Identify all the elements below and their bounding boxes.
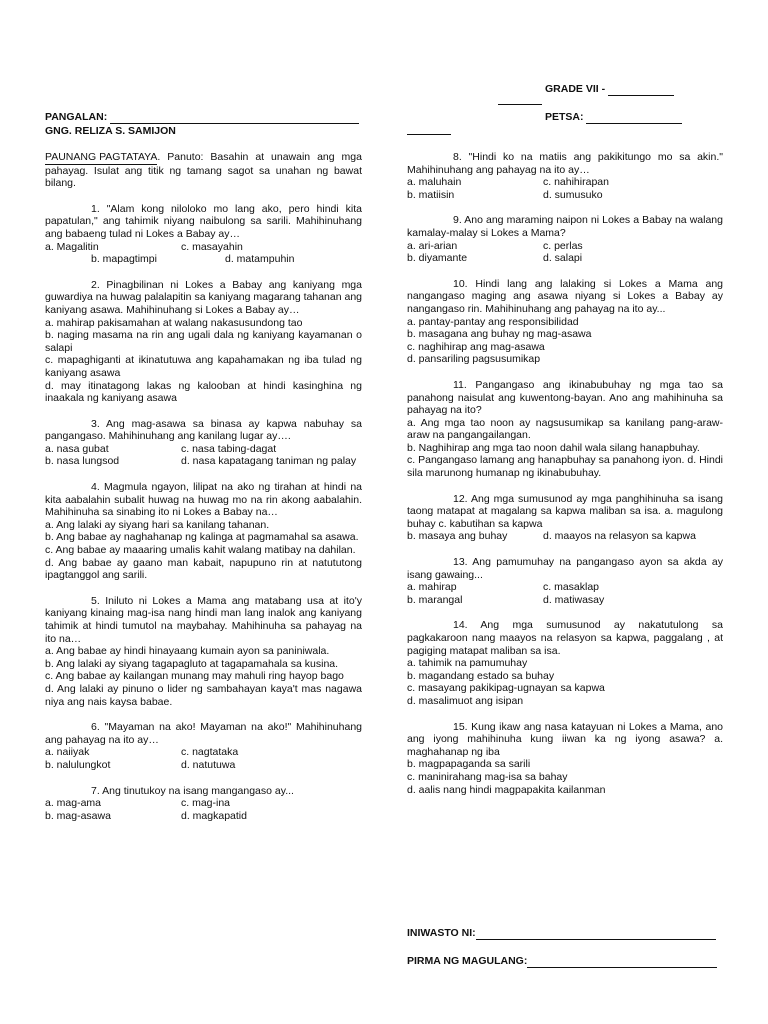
- stem-text: 6. "Mayaman na ako! Mayaman na ako!" Mahihinuhang ang pahayag na ito ay…: [45, 721, 362, 746]
- grade-blank[interactable]: [608, 95, 674, 96]
- left-column: [45, 151, 362, 835]
- option-a: a. tahimik na pamumuhay: [407, 657, 528, 670]
- question-5: [45, 595, 362, 708]
- grade-label: [545, 83, 674, 96]
- question-10: [407, 278, 723, 366]
- options: [45, 645, 362, 708]
- option-a: a. Magalitin: [45, 240, 99, 253]
- petsa-field[interactable]: [586, 123, 682, 124]
- option-b: b. nalulungkot: [45, 758, 111, 771]
- option-d: d. nasa kapatagang taniman ng palay: [181, 455, 357, 468]
- option-c: c. masayang pakikipag-ugnayan sa kapwa: [407, 682, 605, 695]
- stem-text: 14. Ang mga sumusunod ay nakatutulong sa pagkakaroon nang maayos na relasyon sa kapwa, paggalang , at pagiging matapat maliban sa isa.: [407, 619, 723, 657]
- options: [45, 241, 362, 266]
- pirma-row: [407, 955, 717, 968]
- option-b: b. magpapaganda sa sarili: [407, 758, 531, 771]
- option-a: a. Ang mga tao noon ay nagsusumikap sa kanilang pang-araw-araw na pangangailangan.: [407, 416, 723, 442]
- question-stem: [407, 619, 723, 657]
- question-stem: [45, 595, 362, 645]
- question-11: [407, 379, 723, 480]
- name-row: [45, 111, 359, 124]
- iniwasto-label: INIWASTO NI:: [407, 927, 476, 939]
- question-9: [407, 214, 723, 264]
- option-a: a. naiiyak: [45, 746, 90, 759]
- option-d: d. masalimuot ang isipan: [407, 694, 524, 707]
- pirma-field[interactable]: [527, 967, 717, 968]
- options: [407, 530, 723, 543]
- option-a: a. mag-ama: [45, 797, 102, 810]
- option-b: b. marangal: [407, 593, 463, 606]
- question-1: [45, 203, 362, 266]
- option-c: c. masayahin: [181, 240, 243, 253]
- option-b: b. matiisin: [407, 188, 455, 201]
- option-b: b. diyamante: [407, 252, 468, 265]
- question-2: [45, 279, 362, 405]
- stem-text: 9. Ano ang maraming naipon ni Lokes a Babay na walang kamalay-malay si Lokes a Mama?: [407, 214, 723, 239]
- option-c: c. nahihirapan: [543, 176, 609, 189]
- option-c: c. nasa tabing-dagat: [181, 442, 277, 455]
- petsa-row: [545, 111, 682, 124]
- question-stem: [45, 481, 362, 519]
- option-a: a. mahirap pakisamahan at walang nakasusundong tao: [45, 316, 303, 329]
- question-stem: [45, 279, 362, 317]
- instructions-text: . Panuto: Basahin at unawain ang mga pahayag. Isulat ang titik ng tamang sagot sa unahan ng bawat bilang.: [45, 151, 362, 190]
- option-b: b. nasa lungsod: [45, 455, 120, 468]
- option-c: c. Ang babae ay kailangan munang may mahuli ring hayop bago: [45, 670, 344, 683]
- grade-blank-line-2: [498, 104, 542, 105]
- question-stem: [45, 785, 362, 798]
- stem-text: 13. Ang pamumuhay na pangangaso ayon sa akda ay isang gawaing...: [407, 556, 723, 581]
- question-stem: [407, 379, 723, 417]
- question-list-left: [45, 203, 362, 823]
- option-b: b. Ang babae ay naghahanap ng kalinga at pagmamahal sa asawa.: [45, 531, 359, 544]
- options: [45, 317, 362, 405]
- option-d: d. sumusuko: [543, 188, 603, 201]
- options: [407, 176, 723, 201]
- name-field[interactable]: [110, 123, 359, 124]
- option-d: d. may itinatagong lakas ng kalooban at hindi kasinghina ng inaakala ng kaniyang asawa: [45, 379, 362, 405]
- option-a: a. mahirap: [407, 581, 457, 594]
- option-a: a. Ang lalaki ay siyang hari sa kanilang tahanan.: [45, 518, 270, 531]
- option-c: c. mapaghiganti at ikinatutuwa ang kapahamakan ng iba tulad ng kaniyang asawa: [45, 354, 362, 379]
- petsa-label: PETSA:: [545, 111, 584, 123]
- question-7: [45, 785, 362, 823]
- stem-text: 8. "Hindi ko na matiis ang pakikitungo mo sa akin." Mahihinuhang ang pahayag na ito ay…: [407, 151, 723, 176]
- option-d: d. magkapatid: [181, 809, 247, 822]
- question-stem: [407, 151, 723, 176]
- question-stem: [407, 721, 723, 759]
- option-d: d. Ang lalaki ay pinuno o lider ng sambahayan kaya't mas nagawa niya ang nais kaysa babae.: [45, 682, 362, 708]
- question-stem: [407, 214, 723, 239]
- instructions-title: PAUNANG PAGTATAYA: [45, 151, 158, 163]
- option-b: b. Naghihirap ang mga tao noon dahil wala silang hanapbuhay.: [407, 441, 700, 454]
- question-13: [407, 556, 723, 606]
- stem-text: 10. Hindi lang ang lalaking si Lokes a Mama ang nangangaso maging ang asawa niyang si Lokes a Babay ay nangangaso rin. Mahihinuhang ang pahayag na ito ay...: [407, 277, 723, 315]
- option-d: d. pansariling pagsusumikap: [407, 353, 541, 366]
- option-c: c. Pangangaso lamang ang hanapbuhay sa panahong iyon. d. Hindi sila marunong humanap ng ikinabubuhay.: [407, 454, 723, 480]
- question-list-right: [407, 151, 723, 796]
- question-stem: [407, 493, 723, 531]
- iniwasto-field[interactable]: [476, 939, 716, 940]
- stem-text: 2. Pinagbilinan ni Lokes a Babay ang kaniyang mga guwardiya na huwag palalapitin sa kaniyang magarang tahanan ang kaniyang asawa. Mahihinuhang si Lokes a Babay ay…: [45, 278, 362, 316]
- option-d: d. aalis nang hindi magpapakita kailanman: [407, 783, 606, 796]
- options: [45, 519, 362, 582]
- question-stem: [45, 203, 362, 241]
- question-14: [407, 619, 723, 707]
- option-b: b. Ang lalaki ay siyang tagapagluto at tagapamahala sa kusina.: [45, 657, 339, 670]
- question-stem: [45, 418, 362, 443]
- stem-text: 5. Iniluto ni Lokes a Mama ang matabang usa at ito'y kaniyang kinaing mag-isa nang hindi man lang inalok ang kaniyang tahimik at hindi tumutol na maybahay. Mahihinuha sa pahayag na ito na…: [45, 594, 362, 645]
- question-stem: [407, 556, 723, 581]
- option-b: b. masagana ang buhay ng mag-asawa: [407, 328, 592, 341]
- question-stem: [407, 278, 723, 316]
- stem-text: 4. Magmula ngayon, lilipat na ako ng tirahan at hindi na kita aabalahin subalit huwag na huwag mo na rin akong aabalahin. Mahihinuha sa sinabing ito ni Lokes a Babay na…: [45, 481, 362, 519]
- option-d: d. natutuwa: [181, 758, 236, 771]
- option-c: c. Ang babae ay maaaring umalis kahit walang matibay na dahilan.: [45, 544, 356, 557]
- name-label: PANGALAN:: [45, 111, 108, 123]
- option-b: b. magandang estado sa buhay: [407, 669, 555, 682]
- stem-text: 1. "Alam kong niloloko mo lang ako, pero hindi kita papatulan," ang tahimik niyang naibulong sa sarili. Mahihinuhang ang babaeng tulad ni Lokes a Babay ay…: [45, 202, 362, 240]
- option-c: c. naghihirap ang mag-asawa: [407, 340, 545, 353]
- iniwasto-row: [407, 927, 716, 940]
- option-b: b. mag-asawa: [45, 809, 111, 822]
- question-stem: [45, 721, 362, 746]
- teacher-name: GNG. RELIZA S. SAMIJON: [45, 125, 176, 137]
- grade-text: GRADE VII -: [545, 83, 606, 95]
- right-column: [407, 151, 723, 809]
- option-b: b. masaya ang buhay: [407, 530, 508, 543]
- option-c: c. nagtataka: [181, 746, 239, 759]
- petsa-blank-line-2: [407, 134, 451, 135]
- option-d: d. Ang babae ay gaano man kabait, napupuno rin at natututong ipagtanggol ang sarili.: [45, 556, 362, 582]
- options: [407, 758, 723, 796]
- option-a: a. maluhain: [407, 176, 462, 189]
- stem-text: 7. Ang tinutukoy na isang mangangaso ay...: [91, 784, 294, 797]
- question-3: [45, 418, 362, 468]
- option-c: c. perlas: [543, 239, 583, 252]
- option-b: b. mapagtimpi: [91, 253, 157, 266]
- option-a: a. pantay-pantay ang responsibilidad: [407, 315, 579, 328]
- stem-text: 12. Ang mga sumusunod ay mga panghihinuha sa isang taong matapat at magalang sa kapwa maliban sa isa. a. magulong buhay c. kabutihan sa kapwa: [407, 492, 723, 530]
- options: [407, 657, 723, 707]
- stem-text: 3. Ang mag-asawa sa binasa ay kapwa nabuhay sa pangangaso. Mahihinuhang ang kanilang lugar ay….: [45, 417, 362, 443]
- option-d: d. maayos na relasyon sa kapwa: [543, 530, 696, 543]
- option-a: a. ari-arian: [407, 239, 458, 252]
- question-12: [407, 493, 723, 543]
- options: [45, 443, 362, 468]
- options: [407, 581, 723, 606]
- question-8: [407, 151, 723, 201]
- question-15: [407, 721, 723, 797]
- options: [45, 746, 362, 771]
- instructions: [45, 151, 362, 190]
- options: [45, 797, 362, 822]
- option-c: c. masaklap: [543, 581, 600, 594]
- question-6: [45, 721, 362, 771]
- options: [407, 240, 723, 265]
- stem-text: 15. Kung ikaw ang nasa katayuan ni Lokes a Mama, ano ang iyong mahihinuha kung iiwan ka ng iyong asawa? a. maghahanap ng iba: [407, 720, 723, 758]
- option-d: d. salapi: [543, 252, 583, 265]
- option-c: c. maninirahang mag-isa sa bahay: [407, 770, 568, 783]
- option-a: a. nasa gubat: [45, 442, 109, 455]
- options: [407, 417, 723, 480]
- option-d: d. matiwasay: [543, 593, 605, 606]
- option-d: d. matampuhin: [225, 253, 295, 266]
- option-b: b. naging masama na rin ang ugali dala ng kaniyang kayamanan o salapi: [45, 329, 362, 354]
- options: [407, 316, 723, 366]
- option-c: c. mag-ina: [181, 797, 231, 810]
- option-a: a. Ang babae ay hindi hinayaang kumain ayon sa paniniwala.: [45, 645, 330, 658]
- pirma-label: PIRMA NG MAGULANG:: [407, 955, 528, 967]
- stem-text: 11. Pangangaso ang ikinabubuhay ng mga tao sa panahong naisulat ang kuwentong-bayan. Ano ang mahihinuha sa pahayag na ito?: [407, 378, 723, 417]
- question-4: [45, 481, 362, 582]
